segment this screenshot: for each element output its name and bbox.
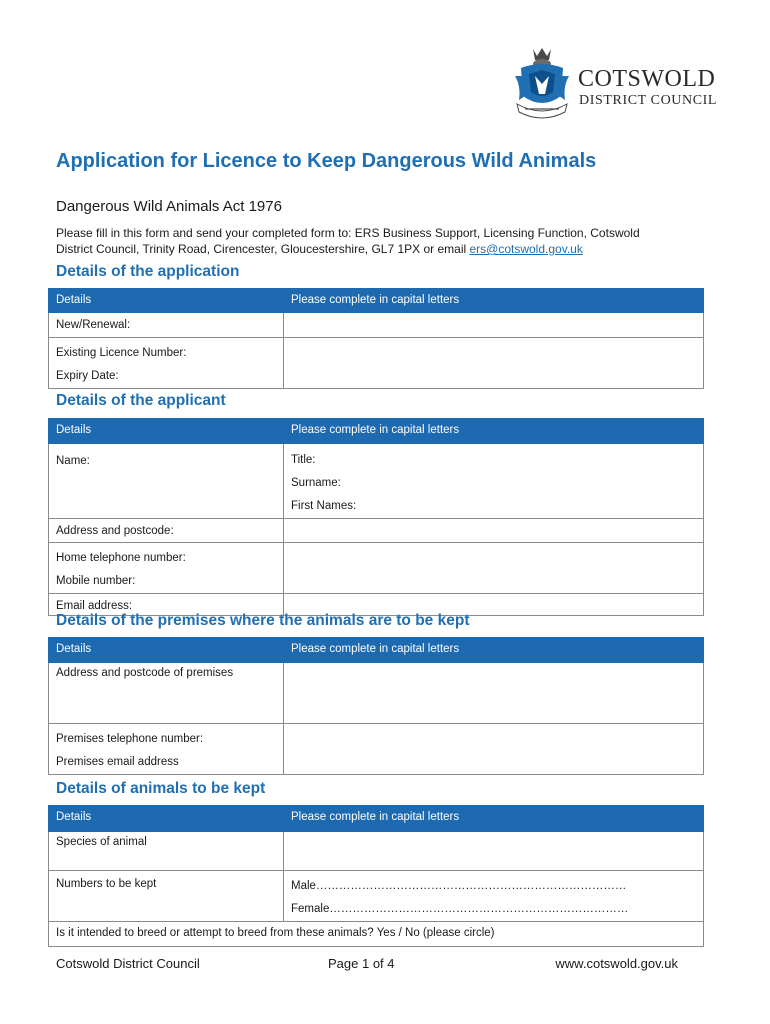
- label-existing-licence: Existing Licence Number:: [56, 347, 187, 359]
- header-instructions: Please complete in capital letters: [284, 806, 704, 832]
- footer-council: Cotswold District Council: [56, 956, 200, 971]
- label-expiry-date: Expiry Date:: [56, 370, 119, 382]
- header-instructions: Please complete in capital letters: [284, 638, 704, 663]
- label-name: Name:: [49, 444, 284, 519]
- female-field[interactable]: Female……………………………………………………………………: [291, 903, 629, 915]
- phone-field[interactable]: [284, 543, 704, 594]
- council-subtitle: DISTRICT COUNCIL: [579, 93, 718, 108]
- label-surname: Surname:: [291, 477, 341, 489]
- applicant-table: [48, 418, 704, 616]
- label-home-phone: Home telephone number:: [56, 552, 186, 564]
- header-details: Details: [49, 638, 284, 663]
- council-crest-icon: [511, 46, 573, 122]
- label-species: Species of animal: [49, 832, 284, 871]
- intro-text: [56, 225, 706, 257]
- footer-page-number: Page 1 of 4: [328, 956, 395, 971]
- header-instructions: Please complete in capital letters: [284, 289, 704, 313]
- label-address: Address and postcode:: [49, 519, 284, 543]
- name-fields[interactable]: [284, 444, 704, 519]
- section-heading-application: Details of the application: [56, 263, 240, 280]
- header-details: Details: [49, 289, 284, 313]
- footer-website: www.cotswold.gov.uk: [555, 956, 678, 971]
- intro-line-2: District Council, Trinity Road, Cirencester, Gloucestershire, GL7 1PX or email: [56, 242, 470, 256]
- breed-question[interactable]: Is it intended to breed or attempt to breed from these animals? Yes / No (please circle): [49, 922, 704, 947]
- council-name: COTSWOLD: [578, 66, 716, 92]
- label-new-renewal: New/Renewal:: [49, 313, 284, 338]
- address-field[interactable]: [284, 519, 704, 543]
- label-premises-phone: Premises telephone number:: [56, 733, 204, 745]
- licence-expiry-field[interactable]: [284, 338, 704, 389]
- label-mobile: Mobile number:: [56, 575, 136, 587]
- section-heading-applicant: Details of the applicant: [56, 392, 226, 409]
- label-email: Email address:: [49, 594, 284, 616]
- header-instructions: Please complete in capital letters: [284, 419, 704, 444]
- label-first-names: First Names:: [291, 500, 357, 512]
- premises-contact-labels: [49, 724, 284, 775]
- new-renewal-field[interactable]: [284, 313, 704, 338]
- header-details: Details: [49, 419, 284, 444]
- section-heading-animals: Details of animals to be kept: [56, 780, 266, 797]
- phone-labels: [49, 543, 284, 594]
- species-field[interactable]: [284, 832, 704, 871]
- label-premises-email: Premises email address: [56, 756, 179, 768]
- header-details: Details: [49, 806, 284, 832]
- section-heading-premises: Details of the premises where the animals are to be kept: [56, 612, 470, 629]
- label-title: Title:: [291, 454, 316, 466]
- licence-expiry-labels: [49, 338, 284, 389]
- numbers-fields[interactable]: [284, 871, 704, 922]
- application-table: [48, 288, 704, 389]
- council-logo: [511, 46, 721, 122]
- page-title: Application for Licence to Keep Dangerous Wild Animals: [56, 150, 597, 172]
- label-numbers: Numbers to be kept: [49, 871, 284, 922]
- email-link[interactable]: ers@cotswold.gov.uk: [469, 242, 583, 256]
- label-premises-address: Address and postcode of premises: [49, 663, 284, 724]
- act-subtitle: Dangerous Wild Animals Act 1976: [56, 198, 282, 215]
- premises-table: [48, 637, 704, 775]
- premises-contact-field[interactable]: [284, 724, 704, 775]
- premises-address-field[interactable]: [284, 663, 704, 724]
- animals-table: [48, 805, 704, 947]
- male-field[interactable]: Male………………………………………………………………………: [291, 880, 627, 892]
- intro-line-1: Please fill in this form and send your completed form to: ERS Business Support, Licensing Function, Cotswold: [56, 226, 640, 240]
